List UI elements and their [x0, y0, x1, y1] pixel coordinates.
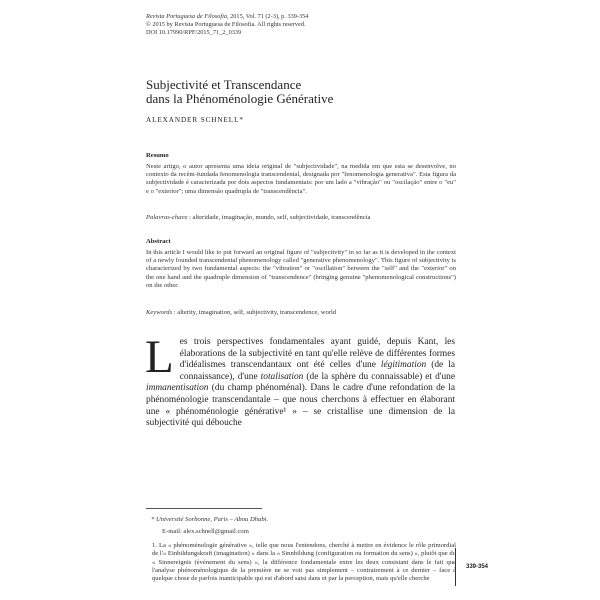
title-line-2: dans la Phénoménologie Générative: [146, 91, 334, 106]
keywords-list: : alterity, imagination, self, subjectivity, transcendence, world: [172, 309, 337, 316]
page-range: 339-354: [466, 564, 489, 570]
author-email: E-mail: alex.schnell@gmail.com: [162, 528, 249, 535]
keywords-label: Palavras-chave: [146, 214, 188, 221]
margin-rule: [455, 548, 456, 586]
body-paragraph: [145, 331, 455, 430]
emphasis-immanentisation: immanentisation: [146, 383, 209, 394]
journal-details: , 2015, Vol. 71 (2-3), p. 339-354: [226, 13, 309, 20]
journal-header: [146, 13, 308, 38]
author-name: ALEXANDER SCHNELL*: [146, 116, 244, 124]
abstract-keywords: [146, 309, 466, 316]
body-text-run: (de la sphère du connaissable) et d'une: [303, 371, 455, 382]
footnote-1: 1. La « phénoménologie générative », telle que nous l'entendons, cherché à mettre en évidence le rôle primordial de l'« Einbildungskraft (imagination) » dans la « Sinnbildung (configuration ou formation du sens) », plutôt que du « Sinnereignis (événement du sens) », la différence fondamentale entre les deux consistant dans le fait que l'analyse phénoménologique de la première ne se voit pas simplement – contrairement à ce dernier – face à quelque chose de parfois inanticipable qui est d'abord saisi dans et par la perception, mais qu'elle cherche: [152, 542, 456, 583]
keywords-list: : alteridade, imaginação, mundo, self, subjectividade, transcendência: [187, 214, 371, 221]
journal-name: Revista Portuguesa de Filosofia: [146, 13, 227, 20]
resumo-heading: Resumo: [146, 152, 169, 159]
emphasis-totalisation: totalisation: [260, 371, 304, 382]
footnote-divider: [146, 508, 262, 509]
doi-line: DOI 10.17990/RPF/2015_71_2_0339: [146, 29, 242, 37]
emphasis-legitimation: légitimation: [380, 360, 427, 371]
resumo-text: Neste artigo, o autor apresenta uma ideia original de "subjectividade", na medida em que esta se desenvolve, no contexto da recém-fundada fenomenologia transcendental, designada por "fenomenologia generativa". Esta figura da subjectividade é caracterizada por dois aspectos fundamentais: por um lado a "vibração" ou "oscilação" entre o "eu" e o "exterior"; uma dimensão quadrupla de "transcendência".: [146, 163, 456, 195]
drop-cap: L: [145, 331, 174, 383]
body-text-run: (de la connaissance), d'une: [179, 360, 455, 382]
keywords-label: Keywords: [146, 309, 173, 316]
affiliation-text: * Université Sorbonne, Paris – Abou Dhabi.: [151, 516, 269, 523]
citation-line: [146, 13, 308, 21]
article-title: [146, 78, 333, 106]
copyright-line: © 2015 by Revista Portuguesa de Filosofia. All rights reserved.: [146, 21, 306, 29]
resumo-keywords: [146, 214, 466, 221]
body-text-run: (du champ phénoménal). Dans le cadre d'une refondation de la phénoménologie transcendantale – que nous cherchons à effectuer en élaborant une « phénoménologie générative¹ » – se cristallise une dimension de la subjectivité qui débouche: [146, 383, 455, 429]
body-text-run: es trois perspectives fondamentales ayant guidé, depuis Kant, les élaborations de la subjectivité en tant qu'elle relève de différentes formes d'idéalismes transcendantaux ont été celles d'une: [179, 337, 455, 371]
abstract-text: In this article I would like to put forward an original figure of "subjectivity" in so far as it is developed in the context of a newly founded transcendental phenomenology called "generative phenomenology". This figure of subjectivity is characterized by two fundamental aspects: the "vibration" or "oscillation" between the "self" and the "exterior" on the one hand and the quadruple dimension of "transcendence" (bringing genuine "phenomenological constructions") on the other.: [146, 249, 456, 289]
abstract-heading: Abstract: [146, 238, 171, 245]
author-affiliation: [151, 516, 461, 524]
title-line-1: Subjectivité et Transcendance: [146, 77, 302, 92]
